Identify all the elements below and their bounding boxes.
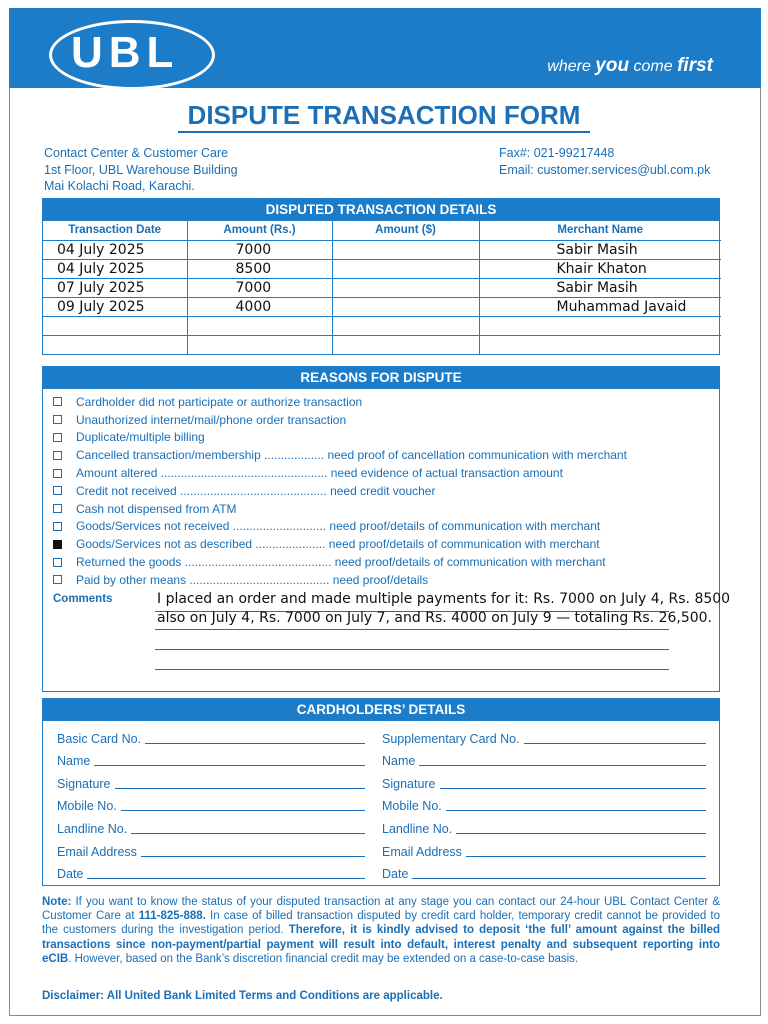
field-label: Date [57, 867, 84, 881]
comment-line-text[interactable]: also on July 4, Rs. 7000 on July 7, and Rs. 4000 on July 9 — totaling Rs. 26,500. [157, 610, 713, 626]
column-header-merchant: Merchant Name [479, 221, 721, 240]
title-underline [178, 131, 590, 133]
contact-email: Email: customer.services@ubl.com.pk [499, 162, 711, 177]
signature-field[interactable] [57, 777, 365, 791]
reason-label: Cardholder did not participate or authorize transaction [76, 394, 363, 409]
tagline-first: first [677, 55, 713, 76]
reason-item[interactable] [53, 411, 719, 429]
reason-label: Paid by other means .......................................... need proof/details [76, 572, 429, 587]
form-title: DISPUTE TRANSACTION FORM [187, 100, 581, 130]
checkbox-icon[interactable] [53, 433, 62, 442]
supplementary-card-field[interactable] [382, 732, 706, 746]
reasons-list [43, 389, 719, 589]
cell-amount-usd[interactable] [332, 297, 479, 316]
cell-amount-rs[interactable]: 4000 [187, 297, 332, 316]
cell-amount-rs[interactable] [187, 316, 332, 335]
field-label: Email Address [57, 845, 137, 859]
cell-date[interactable] [43, 335, 187, 354]
mobile-field[interactable] [57, 799, 365, 813]
reason-item[interactable] [53, 535, 719, 553]
table-row [43, 316, 721, 335]
reason-item[interactable] [53, 464, 719, 482]
contact-line: Contact Center & Customer Care [44, 146, 229, 160]
tagline-you: you [595, 55, 630, 76]
reason-label: Duplicate/multiple billing [76, 430, 205, 445]
comment-rule [155, 629, 669, 630]
transaction-table [43, 221, 721, 354]
field-line[interactable] [524, 743, 706, 744]
note-text: . However, based on the Bank’s discretion financial credit may be extended on a case-to-case basis. [68, 952, 579, 965]
note-text: In case of billed transaction disputed by credit card holder, temporary credit cannot be provided to the customers during the investigation period. [42, 910, 720, 937]
checkbox-icon[interactable] [53, 451, 62, 460]
supplementary-landline-field[interactable] [382, 822, 706, 836]
column-header-date: Transaction Date [43, 221, 187, 240]
table-row [43, 259, 721, 278]
reason-label: Unauthorized internet/mail/phone order transaction [76, 412, 347, 427]
field-line[interactable] [440, 788, 706, 789]
cell-date[interactable]: 07 July 2025 [43, 278, 187, 297]
cell-amount-rs[interactable]: 8500 [187, 259, 332, 278]
contact-address [44, 145, 238, 195]
field-label: Basic Card No. [57, 732, 142, 746]
cell-amount-usd[interactable] [332, 259, 479, 278]
field-label: Name [57, 754, 91, 768]
supplementary-email-field[interactable] [382, 845, 706, 859]
cell-amount-rs[interactable] [187, 335, 332, 354]
cell-date[interactable]: 04 July 2025 [43, 240, 187, 259]
cell-amount-usd[interactable] [332, 240, 479, 259]
header-bar [9, 8, 761, 88]
reason-label: Returned the goods ............................................ need proof/details of communication with merchant [76, 555, 606, 570]
comment-rule [155, 649, 669, 650]
landline-field[interactable] [57, 822, 365, 836]
comments-label: Comments [53, 593, 113, 605]
table-row [43, 335, 721, 354]
cell-date[interactable]: 04 July 2025 [43, 259, 187, 278]
field-label: Landline No. [382, 822, 453, 836]
cell-merchant[interactable] [479, 316, 721, 335]
cell-amount-usd[interactable] [332, 335, 479, 354]
note-emphasis: Therefore, it is kindly advised to deposit ‘the full’ amount against the billed transactions since non-payment/partial payment will result into default, interest penalty and subsequent reporting into eCIB [42, 924, 721, 965]
supplementary-name-field[interactable] [382, 754, 706, 768]
field-line[interactable] [121, 810, 365, 811]
note-label: Note: [42, 896, 72, 908]
field-line[interactable] [446, 810, 706, 811]
contact-channels [499, 145, 710, 178]
reason-item[interactable] [53, 446, 719, 464]
reasons-heading: REASONS FOR DISPUTE [43, 367, 719, 389]
reason-label: Credit not received ............................................ need credit voucher [76, 483, 436, 498]
cell-amount-rs[interactable]: 7000 [187, 240, 332, 259]
reason-item[interactable] [53, 518, 719, 536]
contact-line: 1st Floor, UBL Warehouse Building [44, 162, 238, 177]
reason-item[interactable] [53, 482, 719, 500]
field-line[interactable] [131, 833, 365, 834]
reasons-section [42, 366, 731, 692]
reason-label: Cancelled transaction/membership .................. need proof of cancellation communication with merchant [76, 448, 627, 463]
table-row [43, 297, 721, 316]
cardholder-section [42, 698, 720, 886]
comment-rule [155, 669, 669, 670]
tagline [547, 55, 713, 77]
checkbox-icon[interactable] [53, 415, 62, 424]
cell-date[interactable] [43, 316, 187, 335]
field-line[interactable] [94, 765, 365, 766]
reason-item[interactable] [53, 429, 719, 447]
note-paragraph [42, 895, 720, 966]
cell-merchant[interactable]: Khair Khaton [479, 259, 721, 278]
field-line[interactable] [87, 878, 365, 879]
reason-item[interactable] [53, 571, 719, 589]
column-header-amount-usd: Amount ($) [332, 221, 479, 240]
field-line[interactable] [412, 878, 706, 879]
cell-date[interactable]: 09 July 2025 [43, 297, 187, 316]
field-label: Supplementary Card No. [382, 732, 520, 746]
table-row [43, 278, 721, 297]
reason-item[interactable] [53, 393, 719, 411]
cell-merchant[interactable]: Muhammad Javaid [479, 297, 721, 316]
tagline-mid: come [629, 58, 678, 75]
tagline-pre: where [547, 58, 596, 75]
transaction-heading: DISPUTED TRANSACTION DETAILS [43, 199, 719, 221]
table-row [43, 240, 721, 259]
checkbox-icon[interactable] [53, 575, 62, 584]
field-line[interactable] [419, 765, 706, 766]
contact-line: Mai Kolachi Road, Karachi. [44, 179, 195, 193]
field-line[interactable] [145, 743, 365, 744]
checkbox-icon[interactable] [53, 486, 62, 495]
reason-label: Cash not dispensed from ATM [76, 501, 237, 516]
field-line[interactable] [141, 856, 365, 857]
cell-merchant[interactable] [479, 335, 721, 354]
field-label: Date [382, 867, 409, 881]
reason-item[interactable] [53, 500, 719, 518]
reason-label: Goods/Services not received ............................ need proof/details of communication with merchant [76, 519, 601, 534]
logo-text: UBL [71, 28, 180, 77]
checkbox-icon[interactable] [53, 504, 62, 513]
comment-line-text[interactable]: I placed an order and made multiple payments for it: Rs. 7000 on July 4, Rs. 8500 [157, 591, 731, 607]
basic-card-field[interactable] [57, 732, 365, 746]
supplementary-date-field[interactable] [382, 867, 706, 881]
cell-amount-usd[interactable] [332, 316, 479, 335]
contact-phone: 111-825-888. [138, 910, 206, 923]
field-label: Mobile No. [382, 799, 442, 813]
ubl-logo [49, 20, 215, 90]
note-text: If you want to know the status of your disputed transaction at any stage you can contact our 24-hour UBL Contact Center & Customer Care at [42, 896, 720, 923]
cell-merchant[interactable]: Sabir Masih [479, 240, 721, 259]
field-line[interactable] [456, 833, 706, 834]
checkbox-icon[interactable] [53, 558, 62, 567]
reason-label: Amount altered .................................................. need evidence of actual transaction amount [76, 466, 563, 481]
field-label: Signature [57, 777, 111, 791]
cardholder-heading: CARDHOLDERS’ DETAILS [43, 699, 719, 721]
checkbox-icon[interactable] [53, 522, 62, 531]
field-label: Mobile No. [57, 799, 117, 813]
transaction-section [42, 198, 720, 355]
supplementary-signature-field[interactable] [382, 777, 706, 791]
checkbox-icon[interactable] [53, 397, 62, 406]
field-label: Landline No. [57, 822, 128, 836]
checkbox-icon[interactable] [53, 540, 62, 549]
field-label: Email Address [382, 845, 462, 859]
field-label: Name [382, 754, 416, 768]
reason-item[interactable] [53, 553, 719, 571]
date-field[interactable] [57, 867, 365, 881]
name-field[interactable] [57, 754, 365, 768]
supplementary-mobile-field[interactable] [382, 799, 706, 813]
field-line[interactable] [466, 856, 706, 857]
cell-amount-rs[interactable]: 7000 [187, 278, 332, 297]
cell-amount-usd[interactable] [332, 278, 479, 297]
cell-merchant[interactable]: Sabir Masih [479, 278, 721, 297]
fax-number: Fax#: 021-99217448 [499, 146, 615, 160]
email-field[interactable] [57, 845, 365, 859]
reason-label: Goods/Services not as described ..................... need proof/details of communication with merchant [76, 537, 600, 552]
checkbox-icon[interactable] [53, 469, 62, 478]
field-line[interactable] [115, 788, 365, 789]
column-header-amount-rs: Amount (Rs.) [187, 221, 332, 240]
disclaimer: Disclaimer: All United Bank Limited Terms and Conditions are applicable. [42, 990, 443, 1002]
field-label: Signature [382, 777, 436, 791]
